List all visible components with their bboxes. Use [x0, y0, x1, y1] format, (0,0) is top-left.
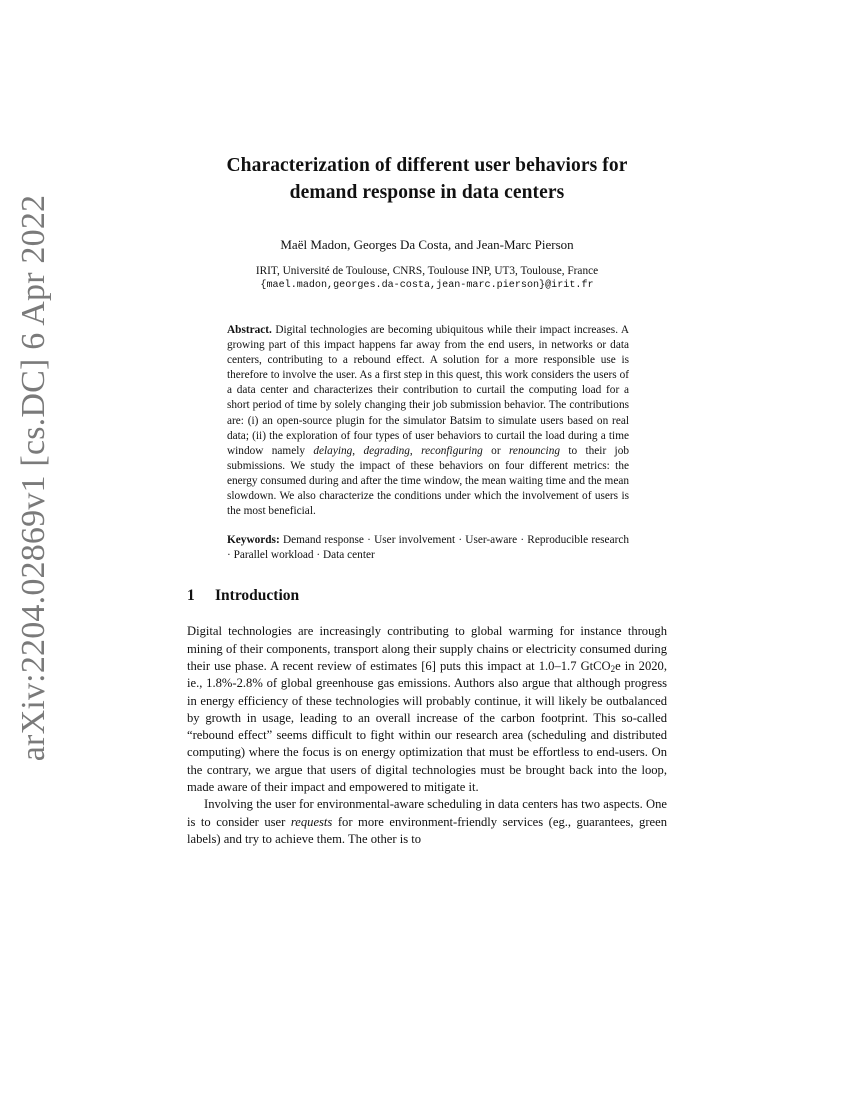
- abstract-text-part-1: Digital technologies are becoming ubiquitous while their impact increases. A growing part of this impact happens far away from the end users, in networks or data centers, contributing to a rebound effect. A solution for a more responsible use is therefore to involve the user. As a first step in this quest, this work considers the users of a data center and characterizes their contribution to curtail the computing load for a short period of time by solely changing their job submission behavior. The contributions are: (i) an open-source plugin for the simulator Batsim to simulate users based on real data; (ii) the exploration of four types of user behaviors to curtail the load during a time window namely: [227, 324, 629, 457]
- author-emails: {mael.madon,georges.da-costa,jean-marc.pierson}@irit.fr: [260, 280, 594, 291]
- abstract-separator: ,: [352, 444, 364, 457]
- paper-page: [187, 152, 667, 848]
- abstract-label: Abstract.: [227, 324, 272, 336]
- abstract-text-part-2: to their job submissions. We study the impact of these behaviors on four different metrics: the energy consumed during and after the time window, the mean waiting time and the mean slowdown. We also characterize the conditions under which the involvement of users is the most beneficial.: [227, 444, 629, 518]
- intro-paragraph-2: [187, 796, 667, 848]
- keywords-text: Demand response · User involvement · User-aware · Reproducible research · Parallel workload · Data center: [227, 534, 630, 562]
- title-line-1: Characterization of different user behaviors for: [226, 155, 628, 176]
- term-reconfiguring: reconfiguring: [421, 444, 483, 457]
- term-requests: requests: [290, 814, 333, 829]
- title-line-2: demand response in data centers: [289, 182, 565, 203]
- affiliation: IRIT, Université de Toulouse, CNRS, Toulouse INP, UT3, Toulouse, France: [255, 265, 599, 277]
- intro-paragraph-1: [187, 623, 667, 796]
- section-number: 1: [187, 587, 195, 605]
- arxiv-identifier-stamp: arXiv:2204.02869v1 [cs.DC] 6 Apr 2022: [15, 194, 52, 762]
- section-title: Introduction: [215, 587, 300, 605]
- intro-p2-text-b: for more environment-friendly services (eg., guarantees, green labels) and try to achieve them. The other is to: [187, 814, 667, 846]
- term-renouncing: renouncing: [508, 444, 560, 457]
- keywords: [227, 533, 629, 563]
- intro-p1-text-a: Digital technologies are increasingly contributing to global warming for instance through mining of their components, transport along their supply chains or electricity consumed during their use phase. A recent review of estimates [6] puts this impact at 1.0–1.7 GtCO: [187, 624, 667, 673]
- co2-subscript: 2: [610, 664, 616, 674]
- author-list: Maël Madon, Georges Da Costa, and Jean-Marc Pierson: [280, 237, 574, 252]
- intro-p2-text-a: Involving the user for environmental-aware scheduling in data centers has two aspects. One is to consider user: [187, 797, 667, 829]
- section-heading-introduction: [187, 586, 667, 606]
- term-delaying: delaying: [313, 444, 353, 457]
- paper-title: [187, 152, 667, 206]
- abstract-separator: or: [482, 444, 509, 457]
- abstract: [227, 323, 629, 519]
- abstract-separator: ,: [409, 444, 422, 457]
- keywords-label: Keywords:: [227, 534, 280, 547]
- intro-p1-text-b: e in 2020, ie., 1.8%-2.8% of global greenhouse gas emissions. Authors also argue that although progress in energy efficiency of these technologies will probably continue, it will likely be outbalanced by growth in usage, leading to an overall increase of the carbon footprint. This so-called “rebound effect” seems difficult to fight within our research area (scheduling and distributed computing) where the focus is on energy optimization that must be effortless to end-users. On the contrary, we argue that users of digital technologies must be brought back into the loop, made aware of their impact and empowered to mitigate it.: [187, 659, 667, 795]
- term-degrading: degrading: [363, 444, 410, 457]
